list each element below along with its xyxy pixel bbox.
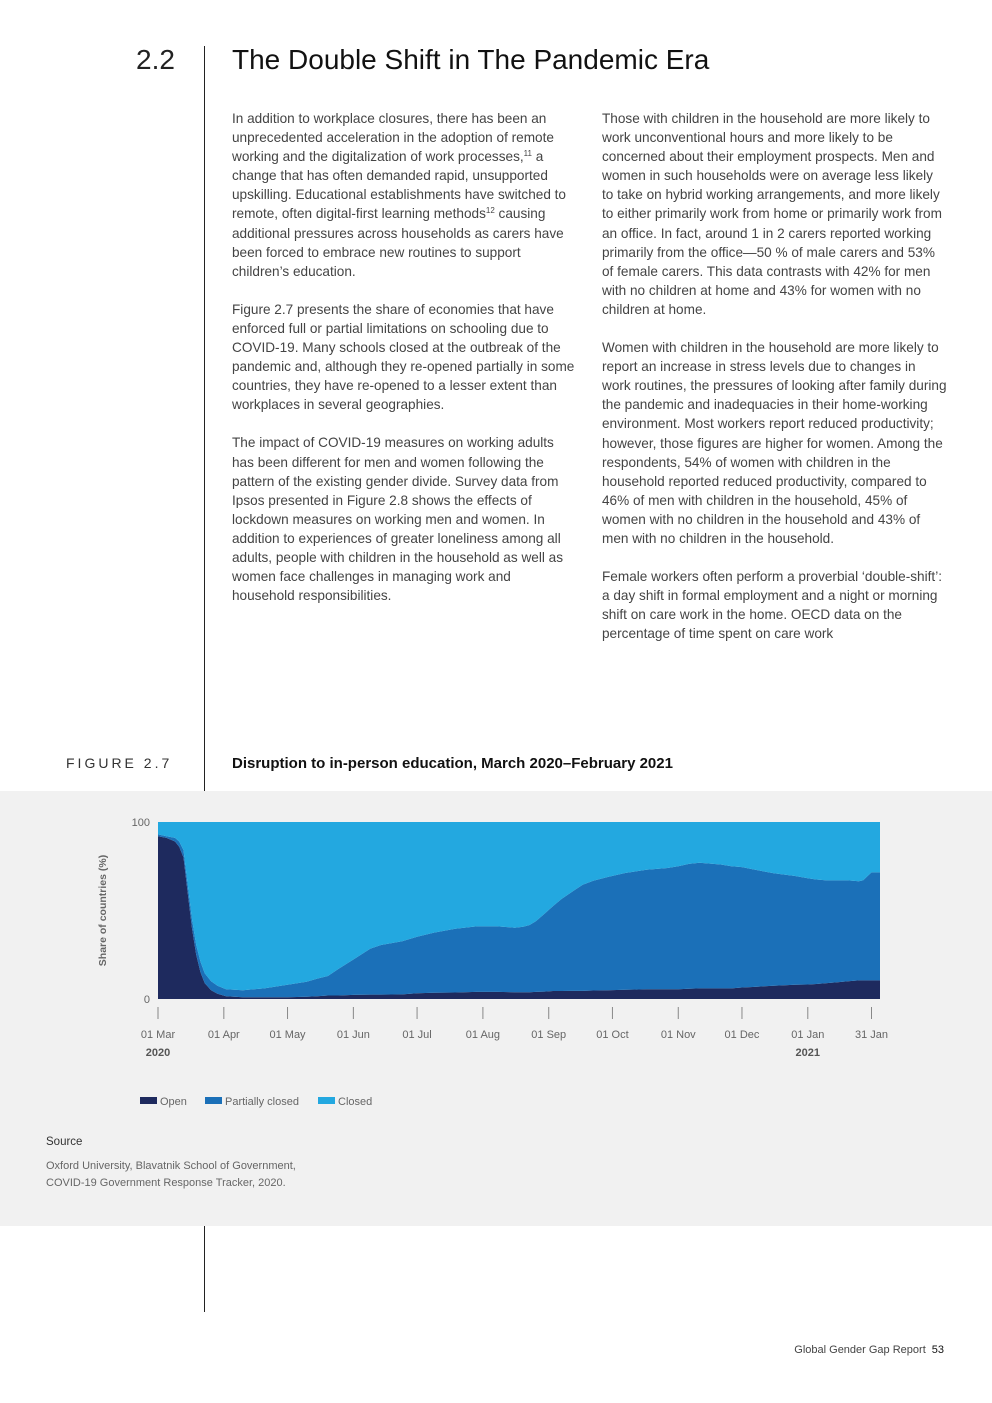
x-tick-label: 01 Oct [596, 1029, 629, 1041]
page-number: 53 [931, 1344, 944, 1356]
figure-title: Disruption to in-person education, March 2020–February 2021 [232, 755, 673, 772]
report-name: Global Gender Gap Report [794, 1344, 926, 1356]
legend-swatch [205, 1097, 222, 1104]
footnote-ref[interactable]: 11 [523, 149, 532, 159]
legend-label: Partially closed [225, 1096, 299, 1108]
y-axis-label: Share of countries (%) [97, 854, 109, 967]
body-column-left [232, 109, 577, 624]
x-tick-label: 01 May [269, 1029, 306, 1041]
footnote-ref[interactable]: 12 [485, 206, 495, 216]
x-tick-label: 01 Jul [402, 1029, 432, 1041]
y-tick-label: 0 [143, 994, 150, 1006]
section-title: The Double Shift in The Pandemic Era [232, 44, 710, 75]
figure-label: FIGURE 2.7 [66, 755, 173, 771]
source-line: Oxford University, Blavatnik School of Government, [46, 1160, 296, 1172]
year-label: 2020 [145, 1047, 171, 1059]
page-footer [794, 1344, 944, 1356]
paragraph: The impact of COVID-19 measures on working adults has been different for men and women following the pattern of the existing gender divide. Survey data from Ipsos presented in Figure 2.8 shows the effects of lockdown measures on working men and women. In addition to experiences of greater loneliness among all adults, people with children in the household as well as women face challenges in managing work and household responsibilities. [232, 435, 563, 604]
paragraph: Women with children in the household are more likely to report an increase in stress levels due to changes in work routines, the pressures of looking after family during the pandemic and inadequacies in their home-working environment. Most workers report reduced productivity; however, those figures are higher for women. Among the respondents, 54% of women with children in the household reported reduced productivity, compared to 46% of men with children in the household, 45% of women with no children in the household and 43% of men with no children in the household. [602, 340, 947, 546]
x-tick-label: 01 Nov [660, 1029, 696, 1041]
legend-label: Open [160, 1096, 187, 1108]
legend-swatch [140, 1097, 157, 1104]
x-tick-label: 01 Apr [207, 1029, 240, 1041]
section-number: 2.2 [136, 44, 175, 75]
legend-swatch [318, 1097, 335, 1104]
x-tick-label: 01 Jan [791, 1029, 825, 1041]
body-column-right [602, 109, 947, 662]
x-tick-label: 31 Jan [854, 1029, 889, 1041]
source-line: COVID-19 Government Response Tracker, 2020. [46, 1177, 286, 1189]
year-label: 2021 [795, 1047, 821, 1059]
area-chart [0, 791, 992, 1121]
source-text [46, 1158, 386, 1192]
paragraph: Figure 2.7 presents the share of economies that have enforced full or partial limitations on schooling due to COVID-19. Many schools closed at the outbreak of the pandemic and, although they re-opened partially in some countries, they have re-opened to a lesser extent than workplaces in several geographies. [232, 301, 575, 413]
paragraph: Those with children in the household are more likely to work unconventional hours and more likely to be concerned about their employment prospects. Men and women in such households were on average less likely to take on hybrid working arrangements, and more likely to either primarily work from home or primarily work from an office. In fact, around 1 in 2 carers reported working primarily from the office—50 % of male carers and 53% of female carers. This data contrasts with 42% for men with no children at home and 43% for women with no children at home. [602, 111, 942, 317]
x-tick-label: 01 Jun [336, 1029, 370, 1041]
x-tick-label: 01 Mar [140, 1029, 176, 1041]
chart-panel [0, 791, 992, 1226]
paragraph: In addition to workplace closures, there has been an unprecedented acceleration in the adoption of remote working and the digitalization of work processes,$^{11}$ a change that has often demanded rapid, unsupported upskilling. Educational establishments have switched to remote, often digital-first learning methods$^{12}$ causing additional pressures across households as carers have been forced to embrace new routines to support children’s education. [232, 111, 566, 279]
x-tick-label: 01 Aug [465, 1029, 501, 1041]
paragraph: Female workers often perform a proverbial ‘double-shift’: a day shift in formal employment and a night or morning shift on care work in the home. OECD data on the percentage of time spent on care work [602, 569, 942, 642]
x-tick-label: 01 Dec [724, 1029, 760, 1041]
x-tick-label: 01 Sep [531, 1029, 567, 1041]
legend-label: Closed [338, 1096, 373, 1108]
divider-line-top [204, 46, 205, 791]
source-label: Source [46, 1136, 83, 1148]
divider-line-bottom [204, 1226, 205, 1312]
y-tick-label: 100 [131, 817, 150, 829]
